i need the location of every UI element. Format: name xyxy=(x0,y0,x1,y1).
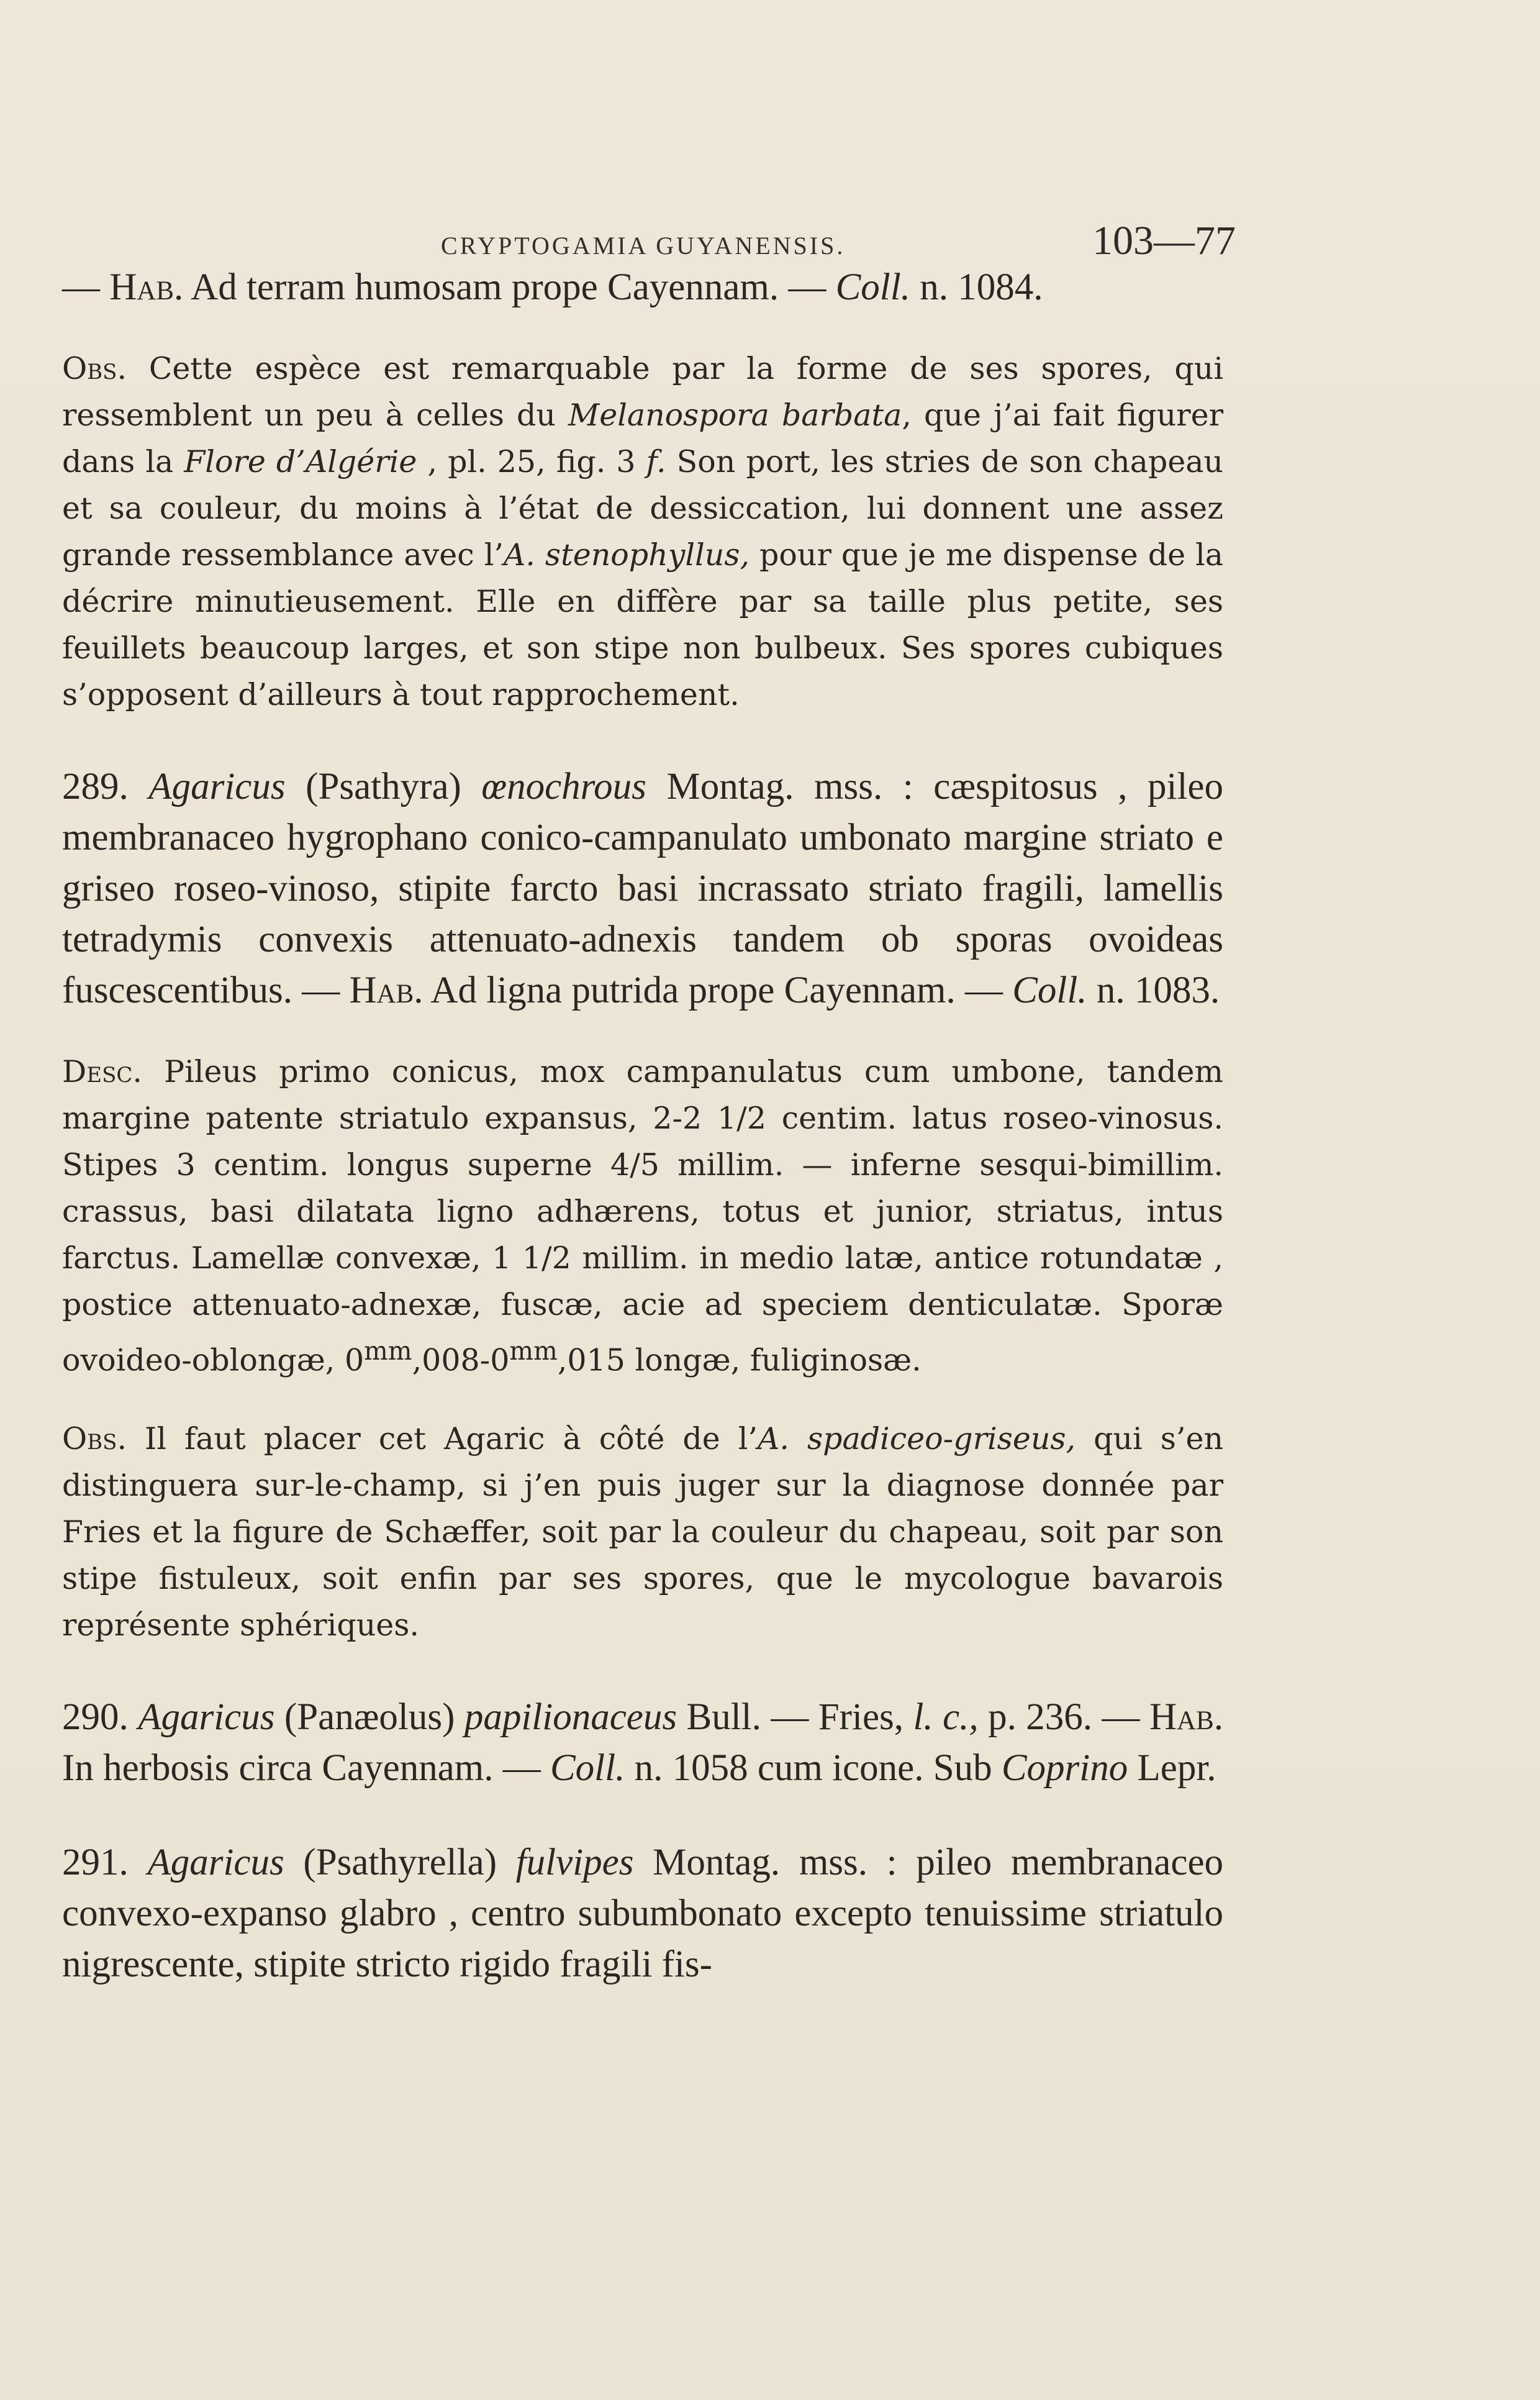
coll-label: Coll. xyxy=(835,266,910,308)
habitat-text: In herbosis circa Cayennam. — xyxy=(62,1747,550,1789)
text-segment: Cette espèce est remarquable par la forme de ses spores, qui ressemblent un peu à celles du xyxy=(62,351,1223,433)
figure-ref: f. xyxy=(646,444,666,480)
text-segment: pour que je me dispense de la décrire minutieusement. Elle en diffère par sa taille plus petite, ses feuillets beaucoup larges, et son stipe non bulbeux. Ses spores cubiques s’opposent d’ailleurs à tout rapprochement. xyxy=(62,537,1223,712)
page-numbers: 103—77 xyxy=(1092,218,1236,263)
coll-label: Coll. xyxy=(1012,970,1087,1011)
text-segment: Bull. — Fries, xyxy=(677,1696,913,1739)
entry-number: 289. xyxy=(62,766,149,807)
entry-289 xyxy=(62,761,1223,1016)
text-segment: Pileus primo conicus, mox campanulatus cum umbone, tandem margine patente striatulo expansus, 2-2 1/2 centim. latus roseo-vinosus. Stipes 3 centim. longus superne 4/5 millim. — inferne sesqui-bimillim. crassus, basi dilatata ligno adhærens, totus et junior, striatus, intus farctus. Lamellæ convexæ, 1 1/2 millim. in medio latæ, antice rotundatæ , postice attenuato-adnexæ, fuscæ, acie ad speciem denticulatæ. Sporæ ovoideo-oblongæ, 0 xyxy=(62,1054,1223,1378)
citation-abbrev: l. c., xyxy=(913,1696,979,1739)
observation-288 xyxy=(62,345,1223,718)
habitat-text: Ad terram humosam prope Cayennam. — xyxy=(183,266,836,308)
text-segment: qui s’en distinguera sur-le-champ, si j’en puis juger sur la diagnose donnée par Fries et la figure de Schæffer, soit par la couleur du chapeau, soit par son stipe fistuleux, soit enfin par ses spores, que le mycologue bavarois représente sphériques. xyxy=(62,1421,1224,1643)
species-name: papilionaceus xyxy=(464,1696,677,1739)
text-segment: , pl. 25, fig. 3 xyxy=(417,444,646,480)
page-content xyxy=(62,217,1236,1990)
text-segment: Il faut placer cet Agaric à côté de l’ xyxy=(127,1421,758,1457)
genus-name: Agaricus xyxy=(148,766,286,807)
desc-label: Desc. xyxy=(62,1054,142,1089)
habitat-288 xyxy=(62,262,1223,313)
obs-label: Obs. xyxy=(62,1421,127,1457)
genus-name: Agaricus xyxy=(147,1842,284,1884)
unit-superscript: mm xyxy=(509,1336,558,1366)
genus-name: Coprino xyxy=(1001,1747,1128,1789)
taxon-name: A. spadiceo-griseus, xyxy=(757,1421,1076,1457)
running-head xyxy=(62,217,1236,267)
observation-289 xyxy=(62,1416,1223,1648)
subgenus-name: (Psathyrella) xyxy=(284,1842,516,1884)
entry-number: 291. xyxy=(62,1842,148,1884)
diagnosis-text: Montag. mss. : pileo membranaceo convexo-expanso glabro , centro subumbonato excepto tenuissime striatulo nigrescente, stipite stricto rigido fragili fis- xyxy=(62,1842,1224,1986)
collection-number: n. 1058 cum icone. Sub xyxy=(625,1747,1002,1789)
species-name: œnochrous xyxy=(481,766,646,807)
obs-label: Obs. xyxy=(62,351,127,386)
taxon-name: Melanospora barbata xyxy=(568,398,902,433)
diagnosis-text: Montag. mss. : cæspitosus , pileo membranaceo hygrophano conico-campanulato umbonato margine striato e griseo roseo-vinoso, stipite farcto basi incrassato striato fragili, lamellis tetradymis convexis attenuato-adnexis tandem ob sporas ovoideas fuscescentibus. — xyxy=(62,766,1223,1011)
running-title: CRYPTOGAMIA GUYANENSIS. xyxy=(441,232,846,260)
text-segment: ,008-0 xyxy=(412,1342,510,1378)
description-289 xyxy=(62,1048,1223,1383)
entry-291 xyxy=(62,1837,1223,1990)
collection-number: n. 1083. xyxy=(1087,970,1220,1011)
text-segment: , que j’ai fait figurer dans la xyxy=(62,398,1223,480)
habitat-text: Ad ligna putrida prope Cayennam. — xyxy=(423,970,1013,1011)
taxon-name: A. stenophyllus, xyxy=(503,537,750,573)
entry-number: 290. xyxy=(62,1696,138,1739)
unit-superscript: mm xyxy=(364,1336,412,1366)
hab-label: Hab. xyxy=(349,970,424,1011)
hab-label: Hab. xyxy=(1149,1696,1223,1739)
hab-label: Hab. xyxy=(109,266,184,308)
coll-label: Coll. xyxy=(550,1747,625,1789)
entry-290 xyxy=(62,1692,1223,1794)
book-title: Flore d’Algérie xyxy=(184,444,417,480)
collection-number: n. 1084. xyxy=(910,266,1043,308)
species-name: fulvipes xyxy=(515,1842,634,1884)
text-segment: ,015 longæ, fuliginosæ. xyxy=(557,1342,922,1378)
dash: — xyxy=(62,266,100,308)
genus-name: Agaricus xyxy=(138,1696,275,1739)
text-segment: p. 236. — xyxy=(978,1696,1149,1739)
subgenus-name: (Psathyra) xyxy=(285,766,482,807)
subgenus-name: (Panæolus) xyxy=(274,1696,464,1739)
text-segment: Son port, les stries de son chapeau et sa couleur, du moins à l’état de dessiccation, lui donnent une assez grande ressemblance avec l’ xyxy=(62,444,1223,573)
text-segment: Lepr. xyxy=(1128,1747,1216,1789)
